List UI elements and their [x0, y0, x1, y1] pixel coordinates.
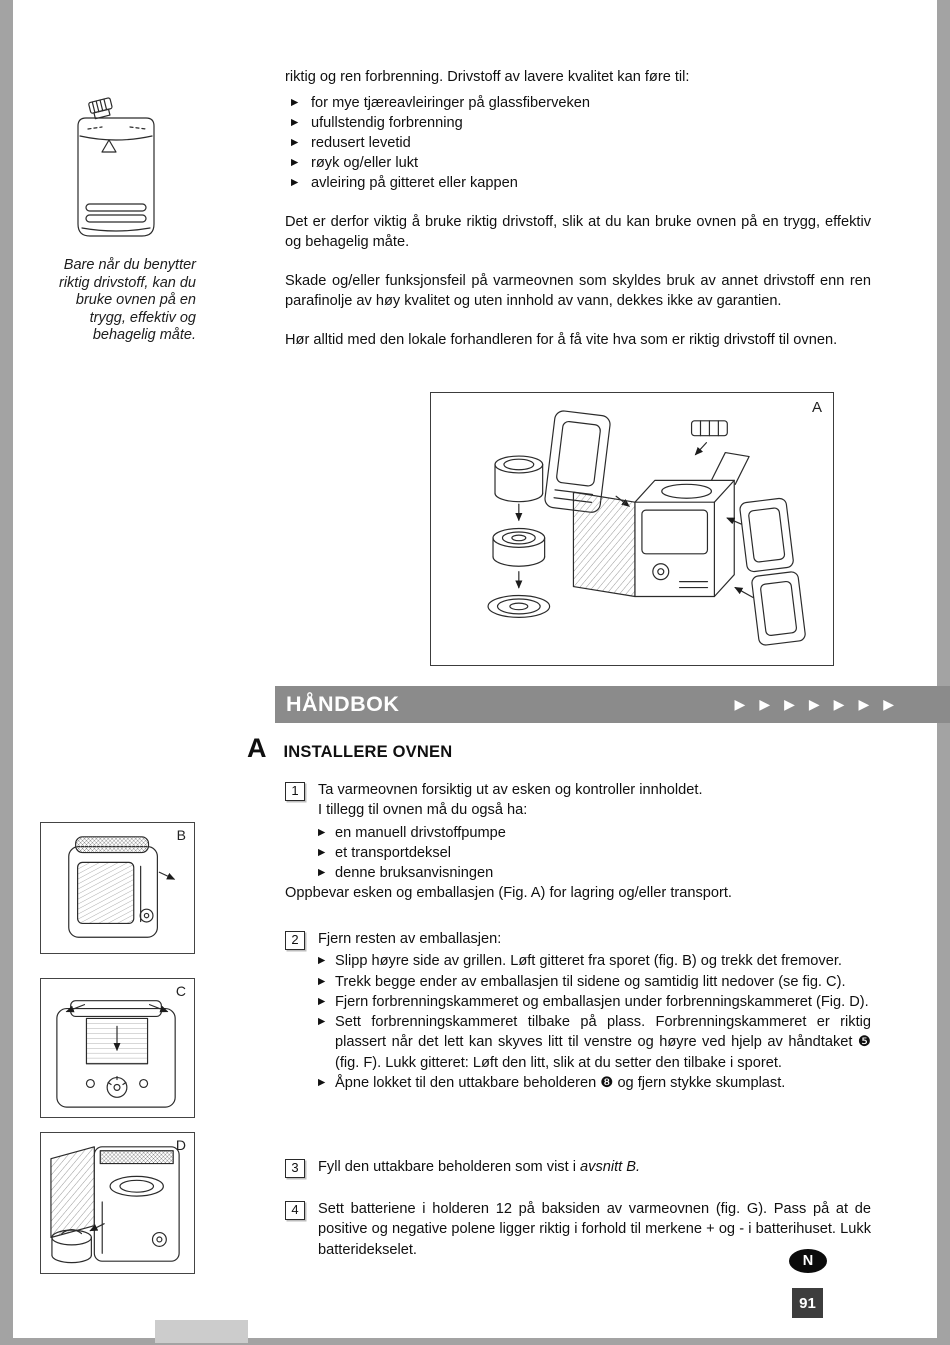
section-letter: A [247, 733, 267, 763]
bullet-triangle-icon: ▶ [318, 975, 326, 987]
step-1-number: 1 [285, 782, 305, 801]
step-3 [285, 1157, 871, 1177]
bullet-item [318, 863, 871, 883]
figure-b-illustration [41, 823, 194, 953]
step-2-line: Fjern resten av emballasjen: [318, 931, 502, 947]
intro-text-block [285, 67, 871, 350]
arrow-icon: ▶ [858, 696, 870, 712]
bullet-text: Fjern forbrenningskammeret og emballasjen under forbrenningskammeret (Fig. D). [335, 993, 869, 1010]
step-1-note: Oppbevar esken og emballasjen (Fig. A) for lagring og/eller transport. [285, 885, 732, 902]
intro-paragraph: Hør alltid med den lokale forhandleren for å få vite hva som er riktig drivstoff til ovnen. [285, 332, 838, 348]
bullet-item [318, 823, 871, 843]
bullet-text: for mye tjæreavleiringer på glassfiberveken [311, 95, 591, 111]
fuel-can-illustration [68, 96, 164, 248]
bullet-triangle-icon: ▶ [291, 117, 299, 128]
bullet-text: røyk og/eller lukt [311, 155, 419, 171]
bullet-triangle-icon: ▶ [291, 157, 299, 168]
step-4-text: Sett batteriene i holderen 12 på baksiden av varmeovnen (fig. G). Pass på at de positive og negative polene ligger riktig i forhold til merkene + og - i batterihuset. Lukk batteridekselet. [318, 1201, 871, 1258]
step-4-number: 4 [285, 1201, 305, 1220]
bullet-item [318, 972, 871, 992]
bullet-text: redusert levetid [311, 135, 411, 151]
bullet-text: ufullstendig forbrenning [311, 115, 463, 131]
arrow-icon: ▶ [808, 696, 820, 712]
page-edge-left [0, 0, 13, 1345]
bullet-triangle-icon: ▶ [291, 137, 299, 148]
figure-d-label: D [175, 1137, 186, 1153]
step-2 [285, 929, 871, 1093]
figure-d [40, 1132, 195, 1274]
figure-b [40, 822, 195, 954]
sidebar-caption: Bare når du benytter riktig drivstoff, kan du bruke ovnen på en trygg, effektiv og behagelig måte. [59, 257, 196, 343]
handbook-arrows [735, 696, 894, 713]
step-3-text-italic: avsnitt B. [580, 1159, 641, 1175]
bullet-item [318, 1073, 871, 1093]
figure-b-label: B [176, 827, 186, 843]
bullet-item [285, 173, 871, 193]
footer-mark [155, 1320, 248, 1343]
intro-paragraph: Skade og/eller funksjonsfeil på varmeovnen som skyldes bruk av annet drivstoff enn ren parafinolje av høy kvalitet og uten innhold av vann, dekkes ikke av garantien. [285, 273, 871, 309]
arrow-icon: ▶ [833, 696, 845, 712]
country-badge: N [789, 1249, 827, 1273]
handbook-header-bar [275, 686, 950, 723]
step-2-number: 2 [285, 931, 305, 950]
step-1-bullet-list [318, 823, 871, 884]
bullet-item [285, 93, 871, 113]
bullet-triangle-icon: ▶ [318, 1077, 326, 1089]
bullet-triangle-icon: ▶ [318, 846, 326, 858]
figure-a [430, 392, 834, 666]
section-title: INSTALLERE OVNEN [283, 743, 453, 761]
bullet-item [285, 133, 871, 153]
bullet-item [318, 951, 871, 971]
handbook-title: HÅNDBOK [286, 692, 400, 716]
step-2-body [318, 929, 871, 1093]
intro-paragraph: Det er derfor viktig å bruke riktig drivstoff, slik at du kan bruke ovnen på en trygg, effektiv og behagelig måte. [285, 214, 871, 250]
bullet-text: Sett forbrenningskammeret tilbake på plass. Forbrenningskammeret er riktig plassert når det lett kan skyves litt til venstre og høyre ved hjelp av håndtaket ❺ (fig. F). Lukk gitteret: Løft den litt, slik at du setter den tilbake i sporet. [335, 1014, 871, 1071]
figure-c-illustration [41, 979, 194, 1117]
bullet-text: denne bruksanvisningen [335, 865, 494, 882]
step-1-line: Ta varmeovnen forsiktig ut av esken og kontroller innholdet. [318, 782, 703, 798]
arrow-icon: ▶ [734, 696, 746, 712]
bullet-triangle-icon: ▶ [291, 97, 299, 108]
bullet-item [318, 992, 871, 1012]
step-1-line: I tillegg til ovnen må du også ha: [318, 802, 528, 819]
figure-d-illustration [41, 1133, 194, 1273]
page-number: 91 [792, 1288, 823, 1318]
figure-c [40, 978, 195, 1118]
step-3-body [318, 1157, 871, 1177]
bullet-text: en manuell drivstoffpumpe [335, 824, 506, 841]
bullet-text: Trekk begge ender av emballasjen til sidene og samtidig litt nedover (se fig. C). [335, 973, 846, 990]
figure-c-label: C [175, 983, 186, 999]
step-2-bullet-list [318, 951, 871, 1093]
bullet-item [318, 1012, 871, 1073]
bullet-text: avleiring på gitteret eller kappen [311, 175, 518, 191]
step-4 [285, 1199, 871, 1260]
bullet-text: et transportdeksel [335, 844, 452, 861]
bullet-triangle-icon: ▶ [318, 955, 326, 967]
bullet-triangle-icon: ▶ [318, 826, 326, 838]
step-1 [285, 780, 871, 904]
step-3-number: 3 [285, 1159, 305, 1178]
page-edge-bottom [0, 1338, 950, 1345]
step-3-text: Fyll den uttakbare beholderen som vist i [318, 1159, 576, 1175]
page-edge-right [937, 0, 950, 1345]
bullet-triangle-icon: ▶ [291, 177, 299, 188]
bullet-item [285, 153, 871, 173]
bullet-triangle-icon: ▶ [318, 995, 326, 1007]
bullet-item [285, 113, 871, 133]
arrow-icon: ▶ [759, 696, 771, 712]
arrow-icon: ▶ [784, 696, 795, 712]
intro-lead: riktig og ren forbrenning. Drivstoff av lavere kvalitet kan føre til: [285, 69, 690, 85]
bullet-item [318, 843, 871, 863]
step-4-body [318, 1199, 871, 1260]
bullet-text: Slipp høyre side av grillen. Løft gitteret fra sporet (fig. B) og trekk det fremover. [335, 953, 842, 970]
bullet-text: Åpne lokket til den uttakbare beholderen ❽ og fjern stykke skumplast. [335, 1075, 786, 1092]
figure-a-illustration [431, 393, 833, 665]
step-1-body [318, 780, 871, 883]
bullet-triangle-icon: ▶ [318, 1016, 326, 1028]
intro-bullet-list [285, 93, 871, 193]
section-heading [247, 733, 452, 764]
bullet-triangle-icon: ▶ [318, 867, 326, 879]
step-3-line [318, 1157, 871, 1177]
arrow-icon: ▶ [883, 696, 894, 712]
figure-a-label: A [811, 399, 822, 416]
